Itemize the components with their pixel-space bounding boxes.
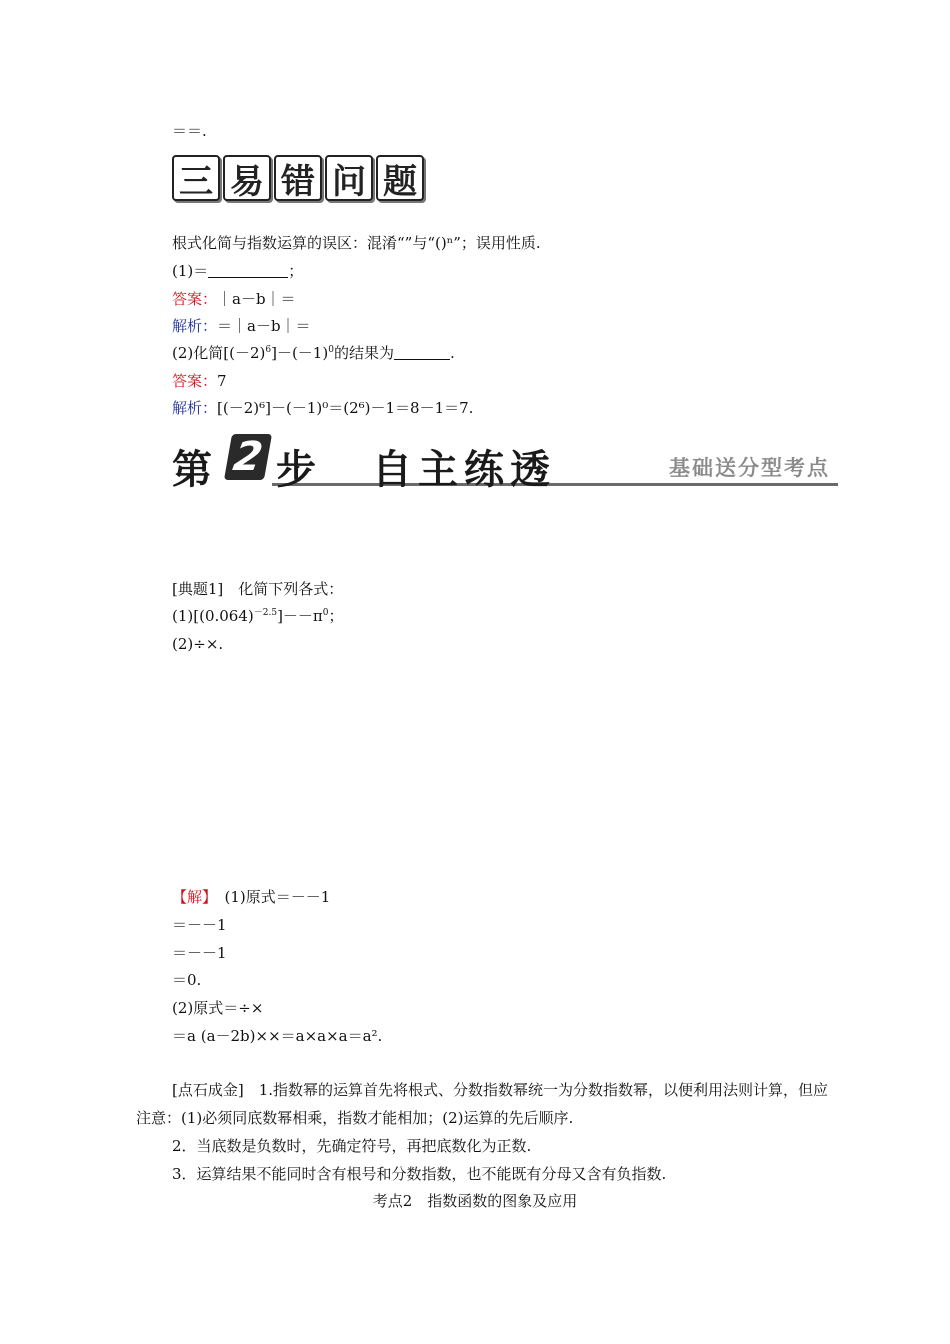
intro-text: 根式化简与指数运算的误区：混淆“”与“()ⁿ”；误用性质. [172, 234, 541, 252]
q2-sup: 6 [265, 345, 272, 355]
item-text: (1)[(0.064) [172, 607, 254, 625]
tips-paragraph-2: 2．当底数是负数时，先确定符号，再把底数化为正数. [172, 1137, 532, 1155]
title-char: 易 [223, 155, 271, 201]
banner-step-a: 第 [172, 447, 212, 493]
banner-title: 自主练透 [372, 447, 556, 493]
explain-label: 解析： [172, 317, 218, 335]
solution-line: ＝0. [172, 971, 202, 989]
answer-text: 7 [217, 372, 227, 390]
answer-text: ｜a－b｜＝ [217, 290, 296, 308]
solution-label: 【解】 [172, 888, 210, 906]
step-banner [172, 432, 838, 492]
tips-paragraph-3: 3．运算结果不能同时含有根号和分数指数，也不能既有分母又含有负指数. [172, 1165, 667, 1183]
explain-label: 解析： [172, 399, 218, 417]
title-char: 错 [274, 155, 322, 201]
solution-line-1 [172, 887, 330, 907]
item-sup: 0 [322, 608, 329, 618]
errors-section-title [172, 155, 424, 201]
q1-end: ； [288, 262, 304, 280]
title-char: 题 [376, 155, 424, 201]
solution-text: (1)原式＝－－1 [209, 888, 331, 906]
solution-line: (2)原式＝÷× [172, 999, 264, 1017]
answer-blank [208, 263, 288, 278]
item-text: ； [328, 607, 344, 625]
item-text: ]－－π [277, 607, 323, 625]
example-title: [典题1] 化简下列各式： [172, 580, 344, 598]
answer-1 [172, 289, 296, 309]
header-line: ＝＝. [172, 122, 207, 140]
tips-paragraph-1: [点石成金] 1.指数幂的运算首先将根式、分数指数幂统一为分数指数幂，以便利用法则计算，但应注意：(1)必须同底数幂相乘，指数才能相加；(2)运算的先后顺序. [136, 1081, 829, 1127]
explain-1 [172, 316, 311, 336]
banner-step-number: 2 [224, 434, 272, 480]
answer-blank [394, 345, 450, 360]
example-item-1 [172, 606, 344, 626]
answer-2 [172, 371, 227, 391]
explain-2 [172, 398, 473, 418]
solution-line: ＝－－1 [172, 944, 227, 962]
q2-text: 的结果为 [333, 344, 394, 362]
question-2 [172, 343, 455, 363]
explain-text: ＝｜a－b｜＝ [217, 317, 311, 335]
q1-label: (1)＝ [172, 262, 209, 280]
title-char: 三 [172, 155, 220, 201]
answer-label: 答案： [172, 290, 218, 308]
example-item-2: (2)÷×. [172, 635, 224, 653]
item-sup: －2.5 [253, 608, 278, 618]
explain-text: [(－2)⁶]－(－1)⁰＝(2⁶)－1＝8－1＝7. [217, 399, 474, 417]
question-1 [172, 261, 303, 281]
next-section-heading: 考点2 指数函数的图象及应用 [372, 1192, 578, 1210]
answer-label: 答案： [172, 372, 218, 390]
q2-text: (2)化简[(－2) [172, 344, 266, 362]
q2-sup: 0 [328, 345, 334, 355]
q2-text: ]－(－1) [271, 344, 329, 362]
banner-subtitle: 基础送分型考点 [669, 456, 830, 480]
q2-end: . [449, 344, 455, 362]
solution-line: ＝－－1 [172, 916, 227, 934]
title-char: 问 [325, 155, 373, 201]
banner-step-b: 步 [276, 447, 316, 493]
solution-line: ＝a (a－2b)××＝a×a×a＝a². [172, 1027, 383, 1045]
